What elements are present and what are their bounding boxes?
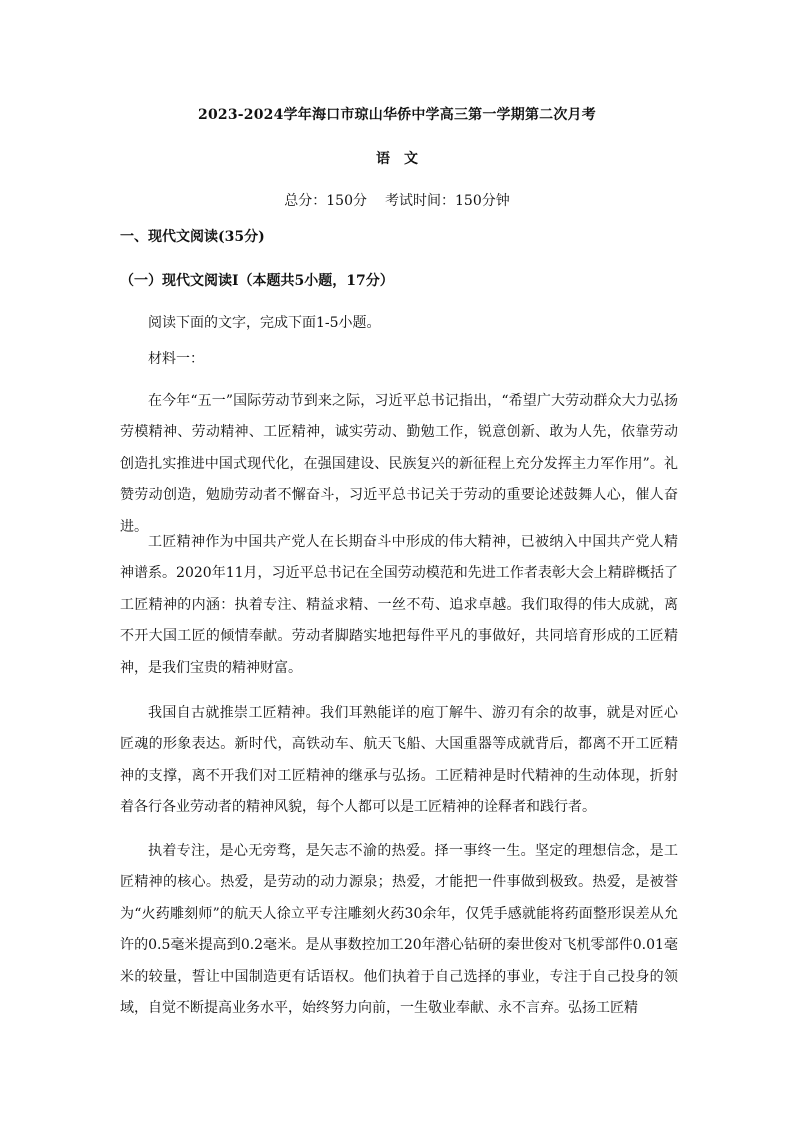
paragraph: 执着专注，是心无旁骛，是矢志不渝的热爱。择一事终一生。坚定的理想信念，是工匠精神的核心。热爱，是劳动的动力源泉；热爱，才能把一件事做到极致。热爱，是被誉为“火药雕刻师”的航天人徐立平专注雕刻火药30余年，仅凭手感就能将药面整形误差从允许的0.5毫米提高到0.2毫米。是从事数控加工20年潜心钻研的秦世俊对飞机零部件0.01毫米的较量，誓让中国制造更有话语权。他们执着于自己选择的事业，专注于自己投身的领域，自觉不断提高业务水平，始终努力向前，一生敬业奉献、永不言弃。弘扬工匠精 xyxy=(120,843,678,1017)
paragraph: 在今年“五一”国际劳动节到来之际，习近平总书记指出，“希望广大劳动群众大力弘扬劳模精神、劳动精神、工匠精神，诚实劳动、勤勉工作，锐意创新、敢为人先，依靠劳动创造扎实推进中国式现代化，在强国建设、民族复兴的新征程上充分发挥主力军作用”。礼赞劳动创造，勉励劳动者不懈奋斗，习近平总书记关于劳动的重要论述鼓舞人心，催人奋进。 xyxy=(120,393,678,535)
score-time-line xyxy=(0,190,794,210)
subsection-heading-1: （一）现代文阅读Ⅰ（本题共5小题，17分） xyxy=(120,273,394,289)
section-heading-1: 一、现代文阅读(35分) xyxy=(120,229,265,245)
subject-name: 语文 xyxy=(376,151,432,167)
exam-title: 2023-2024学年海口市琼山华侨中学高三第一学期第二次月考 xyxy=(198,107,596,123)
material-label: 材料一： xyxy=(148,351,204,367)
total-score: 总分：150分 xyxy=(284,193,367,209)
exam-time: 考试时间：150分钟 xyxy=(385,193,510,209)
reading-instruction: 阅读下面的文字，完成下面1-5小题。 xyxy=(148,315,381,331)
paragraph: 工匠精神作为中国共产党人在长期奋斗中形成的伟大精神，已被纳入中国共产党人精神谱系。2020年11月，习近平总书记在全国劳动模范和先进工作者表彰大会上精辟概括了工匠精神的内涵：执着专注、精益求精、一丝不苟、追求卓越。我们取得的伟大成就，离不开大国工匠的倾情奉献。劳动者脚踏实地把每件平凡的事做好，共同培育形成的工匠精神，是我们宝贵的精神财富。 xyxy=(120,534,678,676)
paragraph: 我国自古就推崇工匠精神。我们耳熟能详的庖丁解牛、游刃有余的故事，就是对匠心匠魂的形象表达。新时代，高铁动车、航天飞船、大国重器等成就背后，都离不开工匠精神的支撑，离不开我们对工匠精神的继承与弘扬。工匠精神是时代精神的生动体现，折射着各行各业劳动者的精神风貌，每个人都可以是工匠精神的诠释者和践行者。 xyxy=(120,705,678,816)
